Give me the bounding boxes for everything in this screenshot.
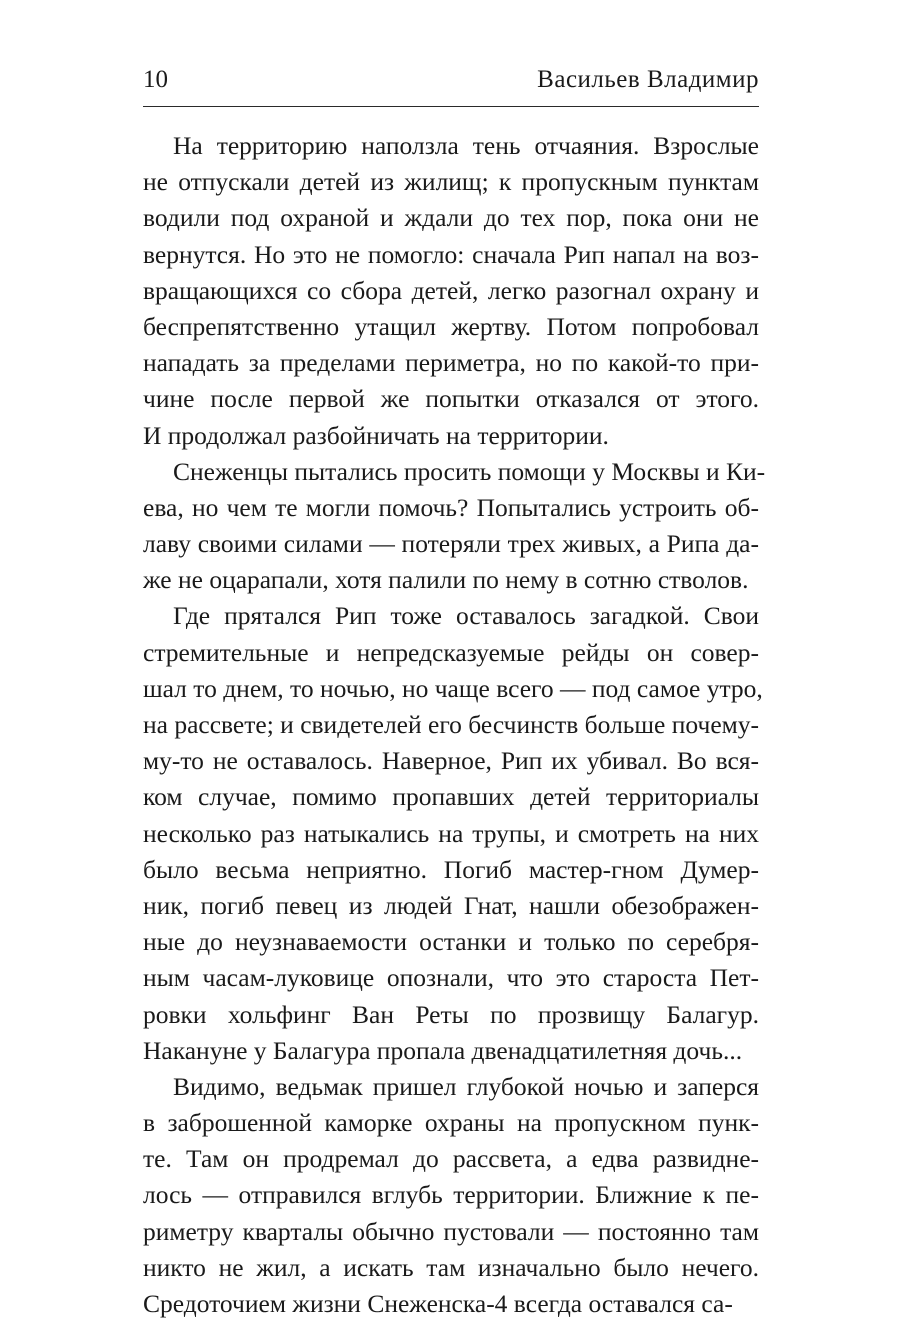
paragraph-2 bbox=[143, 454, 766, 599]
text-line: И продолжал разбойничать на территории. bbox=[143, 420, 609, 450]
text-line: вращающихся со сбора детей, легко разогнал охрану и bbox=[143, 275, 759, 305]
text-line: Снеженцы пытались просить помощи у Москвы и Ки- bbox=[173, 456, 766, 486]
text-line: не отпускали детей из жилищ; к пропускным пунктам bbox=[143, 167, 759, 197]
text-line: вернутся. Но это не помогло: сначала Рип напал на воз- bbox=[143, 239, 759, 269]
text-line: на рассвете; и свидетелей его бесчинств больше почему- bbox=[143, 710, 760, 739]
text-line: лаву своими силами — потеряли трех живых, а Рипа да- bbox=[143, 529, 759, 559]
text-line: му-то не оставалось. Наверное, Рип их убивал. Во вся- bbox=[143, 746, 759, 776]
paragraph-3 bbox=[143, 598, 763, 1068]
text-line: На территорию наползла тень отчаяния. Взрослые bbox=[173, 131, 759, 160]
page-number: 10 bbox=[143, 66, 168, 93]
running-head bbox=[143, 66, 759, 106]
text-line: Где прятался Рип тоже оставалось загадкой. Свои bbox=[173, 601, 759, 631]
text-line: ева, но чем те могли помочь? Попытались устроить об- bbox=[143, 492, 759, 522]
text-line: ным часам-луковице опознали, что это староста Пет- bbox=[143, 963, 759, 993]
text-line: Средоточием жизни Снеженска-4 всегда оставался са- bbox=[143, 1289, 733, 1318]
text-line: нападать за пределами периметра, но по какой-то при- bbox=[143, 348, 759, 378]
header-rule bbox=[143, 106, 759, 107]
running-title: Васильев Владимир bbox=[537, 66, 759, 93]
text-line: ровки хольфинг Ван Реты по прозвищу Балагур. bbox=[143, 999, 759, 1029]
text-line: те. Там он продремал до рассвета, а едва развидне- bbox=[143, 1144, 759, 1174]
text-line: стремительные и непредсказуемые рейды он совер- bbox=[143, 637, 759, 667]
text-line: шал то днем, то ночью, но чаще всего — под самое утро, bbox=[143, 673, 763, 703]
text-line: Накануне у Балагура пропала двенадцатилетняя дочь... bbox=[143, 1035, 743, 1065]
paragraph-1 bbox=[143, 128, 759, 454]
paragraph-4 bbox=[143, 1069, 759, 1322]
text-line: ные до неузнаваемости останки и только по серебря- bbox=[143, 927, 759, 957]
text-line: Видимо, ведьмак пришел глубокой ночью и заперся bbox=[173, 1071, 759, 1101]
text-line: чине после первой же попытки отказался от этого. bbox=[143, 384, 759, 414]
text-line: ком случае, помимо пропавших детей территориалы bbox=[143, 782, 759, 812]
text-line: риметру кварталы обычно пустовали — постоянно там bbox=[143, 1216, 759, 1246]
text-line: же не оцарапали, хотя палили по нему в сотню стволов. bbox=[143, 565, 749, 595]
text-line: водили под охраной и ждали до тех пор, пока они не bbox=[143, 203, 759, 233]
text-line: ник, погиб певец из людей Гнат, нашли обезображен- bbox=[143, 890, 759, 920]
text-line: в заброшенной каморке охраны на пропускном пунк- bbox=[143, 1108, 759, 1138]
text-line: никто не жил, а искать там изначально было нечего. bbox=[143, 1252, 759, 1282]
text-line: было весьма неприятно. Погиб мастер-гном Думер- bbox=[143, 854, 759, 884]
body-text bbox=[143, 128, 766, 1322]
text-line: беспрепятственно утащил жертву. Потом попробовал bbox=[143, 311, 759, 341]
text-line: несколько раз натыкались на трупы, и смотреть на них bbox=[143, 818, 759, 848]
text-line: лось — отправился вглубь территории. Ближние к пе- bbox=[143, 1180, 759, 1210]
